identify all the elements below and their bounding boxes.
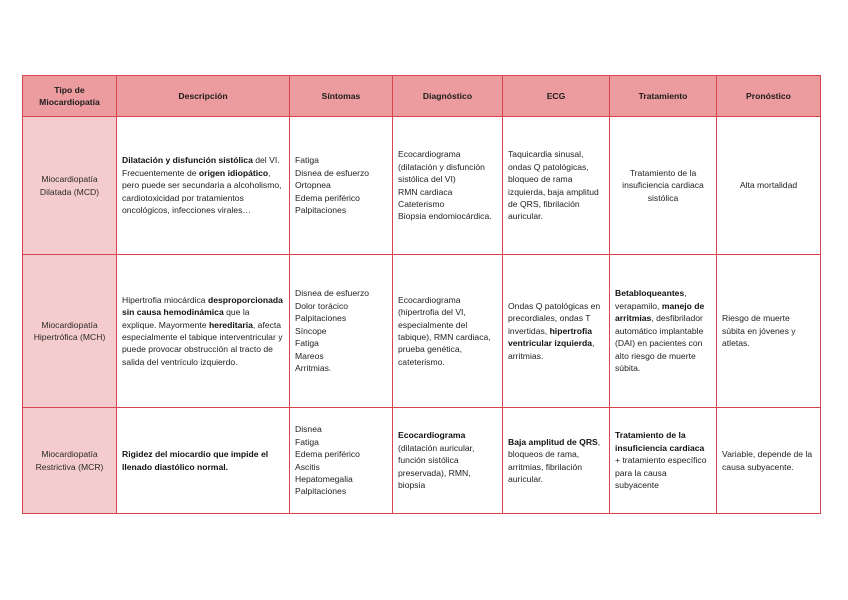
cell-description	[117, 255, 290, 408]
symptom-item: Ortopnea	[295, 180, 331, 191]
cell-description	[117, 408, 290, 514]
text-segment: Ecocardiograma (dilatación y disfunción sistólica del VI)	[398, 149, 485, 185]
bold-text: origen idiopático	[198, 167, 269, 178]
symptom-item: Palpitaciones	[295, 313, 347, 324]
symptom-item: Hepatomegalia	[295, 473, 353, 484]
header-diagnosis: Diagnóstico	[393, 76, 503, 117]
cell-type: Miocardiopatía Restrictiva (MCR)	[23, 408, 117, 514]
symptom-item: Fatiga	[295, 338, 319, 349]
text-segment: , bloqueos de rama, arritmias, fibrilación auricular.	[508, 436, 601, 484]
text-segment: Taquicardia sinusal, ondas Q patológicas, bloqueo de rama izquierda, baja amplitud de QRS, fibrilación auricular.	[508, 149, 599, 222]
text-segment: , verapamilo,	[615, 288, 687, 311]
bold-text: desproporcionada sin causa hemodinámica	[122, 294, 283, 318]
text-segment: (dilatación auricular, función sistólica preservada), RMN, biopsia	[398, 442, 475, 491]
header-prognosis: Pronóstico	[717, 76, 821, 117]
cell-ecg	[503, 117, 610, 255]
cell-treatment	[610, 255, 717, 408]
text-segment: Ecocardiograma (hipertrofia del VI, especialmente del tabique), RMN cardiaca, prueba genética, cateterismo.	[398, 294, 491, 367]
symptom-item: Disnea	[295, 424, 322, 435]
cell-symptoms	[290, 255, 393, 408]
cell-ecg	[503, 255, 610, 408]
symptom-item: Fatiga	[295, 436, 319, 447]
symptom-item: Disnea de esfuerzo	[295, 167, 370, 178]
text-segment: Tratamiento de la insuficiencia cardiaca sistólica	[622, 167, 704, 203]
symptom-item: Disnea de esfuerzo	[295, 288, 370, 299]
cell-type: Miocardiopatía Hipertrófica (MCH)	[23, 255, 117, 408]
header-treatment: Tratamiento	[610, 76, 717, 117]
text-segment: que la explique. Mayormente	[122, 307, 250, 330]
bold-text: Baja amplitud de QRS	[508, 436, 598, 447]
table-row	[23, 117, 821, 255]
bold-text: hereditaria	[208, 319, 253, 330]
symptom-item: Palpitaciones	[295, 205, 347, 216]
bold-text: Ecocardiograma	[398, 430, 466, 441]
text-segment: RMN cardiaca	[398, 186, 453, 197]
header-type: Tipo de Miocardiopatía	[23, 76, 117, 117]
cell-prognosis: Variable, depende de la causa subyacente.	[717, 408, 821, 514]
text-segment: , desfibrilador automático implantable (DAI) en pacientes con alto riesgo de muerte súbita.	[615, 313, 704, 374]
cell-type: Miocardiopatía Dilatada (MCD)	[23, 117, 117, 255]
cell-treatment	[610, 408, 717, 514]
table-row	[23, 408, 821, 514]
cell-prognosis: Riesgo de muerte súbita en jóvenes y atletas.	[717, 255, 821, 408]
header-symptoms: Síntomas	[290, 76, 393, 117]
bold-text: Rigidez del miocardio que impide el llenado diastólico normal.	[122, 449, 269, 472]
bold-text: manejo de arritmias	[615, 300, 705, 324]
text-segment: , pero puede ser secundaria a alcoholismo, cardiotoxicidad por tratamientos oncológicos, infecciones virales…	[122, 167, 282, 216]
cell-diagnosis	[393, 408, 503, 514]
text-segment: , afecta especialmente el tabique interventricular y puede provocar obstrucción al tracto de salida del ventrículo izquierdo.	[122, 319, 283, 367]
cell-description	[117, 117, 290, 255]
bold-text: Betabloqueantes	[615, 288, 685, 299]
text-segment: del VI. Frecuentemente de	[122, 155, 280, 178]
symptom-item: Arritmias.	[295, 363, 332, 374]
cell-diagnosis	[393, 255, 503, 408]
symptom-item: Dolor torácico	[295, 300, 349, 311]
bold-text: Tratamiento de la insuficiencia cardiaca	[615, 430, 705, 453]
cell-ecg	[503, 408, 610, 514]
cell-prognosis: Alta mortalidad	[717, 117, 821, 255]
cardiomyopathy-table-page	[22, 75, 820, 514]
text-segment: Hipertrofia miocárdica	[122, 294, 208, 305]
symptom-item: Edema periférico	[295, 449, 360, 460]
cell-symptoms	[290, 117, 393, 255]
text-segment: , arritmias.	[508, 338, 595, 361]
table-row	[23, 255, 821, 408]
symptom-item: Edema periférico	[295, 192, 360, 203]
cell-treatment	[610, 117, 717, 255]
header-description: Descripción	[117, 76, 290, 117]
text-segment: + tratamiento específico para la causa subyacente	[615, 455, 707, 491]
symptom-item: Palpitaciones	[295, 486, 347, 497]
header-ecg: ECG	[503, 76, 610, 117]
symptom-item: Ascitis	[295, 461, 320, 472]
symptom-item: Síncope	[295, 325, 327, 336]
symptom-item: Mareos	[295, 350, 324, 361]
header-row	[23, 76, 821, 117]
text-segment: Biopsia endomiocárdica.	[398, 211, 492, 222]
cell-symptoms	[290, 408, 393, 514]
cell-diagnosis	[393, 117, 503, 255]
symptom-item: Fatiga	[295, 155, 319, 166]
bold-text: hipertrofia ventricular izquierda	[508, 325, 593, 349]
text-segment: Ondas Q patológicas en precordiales, ondas T invertidas,	[508, 300, 601, 336]
bold-text: Dilatación y disfunción sistólica	[122, 155, 253, 166]
text-segment: Cateterismo	[398, 198, 445, 209]
cardiomyopathy-table	[22, 75, 821, 514]
